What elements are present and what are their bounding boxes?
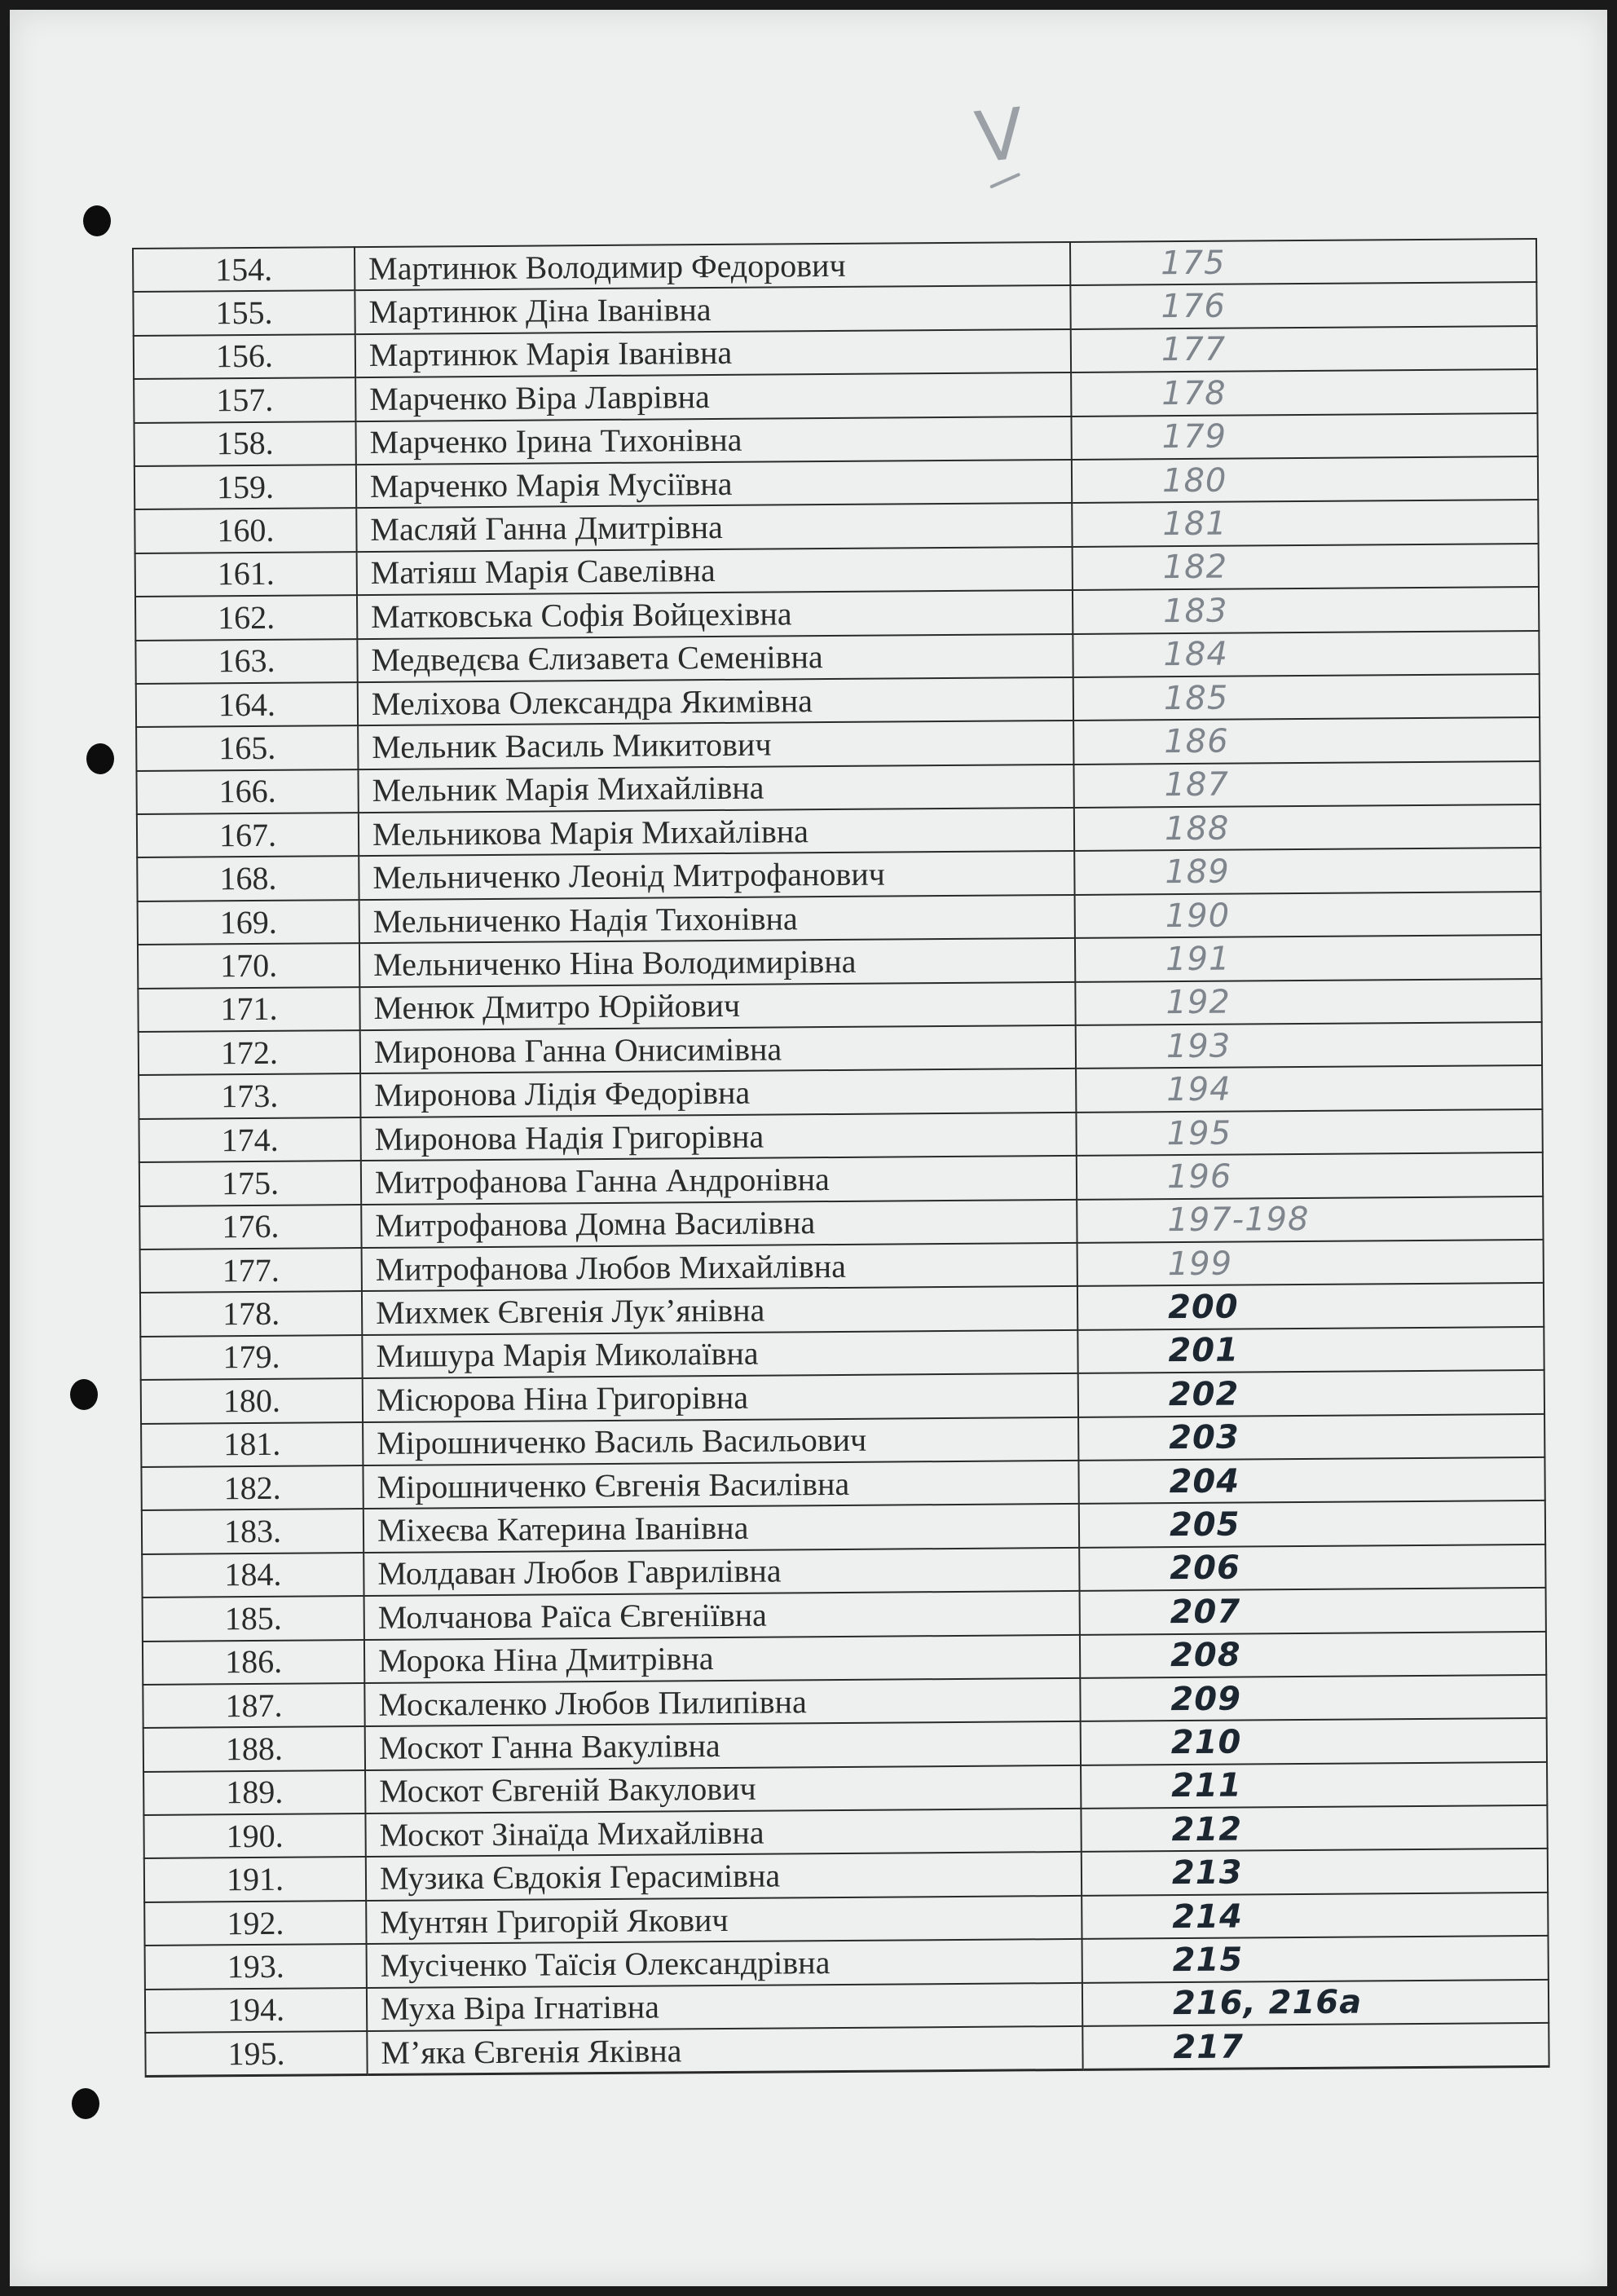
handwritten-page-number: 199 <box>1077 1240 1544 1286</box>
person-name: Мельниченко Ніна Володимирівна <box>359 938 1075 987</box>
person-name: Матковська Софія Войцехівна <box>357 590 1073 639</box>
row-number: 171. <box>138 987 359 1032</box>
row-number: 165. <box>136 725 358 770</box>
person-name: Мишура Марія Миколаївна <box>362 1330 1077 1379</box>
handwritten-page-number: 179 <box>1071 413 1537 460</box>
row-number: 186. <box>143 1640 364 1685</box>
person-name: Мірошниченко Євгенія Василівна <box>363 1461 1078 1509</box>
person-name: Мартинюк Марія Іванівна <box>355 329 1071 378</box>
person-name: Митрофанова Любов Михайлівна <box>362 1243 1077 1292</box>
handwritten-page-number: 191 <box>1075 935 1541 981</box>
handwritten-page-number: 208 <box>1080 1631 1546 1677</box>
row-number: 172. <box>139 1030 360 1075</box>
row-number: 170. <box>138 943 359 988</box>
row-number: 161. <box>135 552 357 597</box>
person-name: Марченко Віра Лаврівна <box>355 372 1071 421</box>
handwritten-page-number: 183 <box>1073 587 1539 633</box>
handwritten-page-number: 186 <box>1073 717 1540 764</box>
row-number: 189. <box>143 1770 365 1815</box>
person-name: Морока Ніна Дмитрівна <box>364 1634 1080 1683</box>
registry-table-body <box>133 239 1549 2077</box>
row-number: 159. <box>134 465 356 509</box>
row-number: 166. <box>136 769 358 814</box>
person-name: Менюк Дмитро Юрійович <box>359 982 1075 1031</box>
handwritten-page-number: 206 <box>1079 1545 1545 1591</box>
row-number: 188. <box>143 1726 365 1771</box>
handwritten-page-number: 182 <box>1073 544 1539 590</box>
handwritten-page-number: 210 <box>1081 1718 1547 1765</box>
person-name: М’яка Євгенія Яківна <box>367 2026 1082 2075</box>
person-name: Місюрова Ніна Григорівна <box>363 1373 1078 1422</box>
row-number: 173. <box>139 1073 360 1118</box>
row-number: 179. <box>140 1335 362 1380</box>
person-name: Молчанова Раїса Євгеніївна <box>364 1591 1080 1640</box>
pencil-check-mark: V <box>967 89 1033 192</box>
handwritten-page-number: 195 <box>1076 1109 1542 1156</box>
handwritten-page-number: 187 <box>1073 761 1540 808</box>
handwritten-page-number: 213 <box>1082 1849 1548 1895</box>
person-name: Мельниченко Леонід Митрофанович <box>359 851 1074 900</box>
row-number: 181. <box>141 1422 363 1467</box>
row-number: 192. <box>144 1901 366 1946</box>
handwritten-page-number: 189 <box>1074 848 1540 894</box>
row-number: 154. <box>133 247 355 292</box>
person-name: Митрофанова Домна Василівна <box>361 1200 1077 1249</box>
row-number: 193. <box>145 1944 367 1989</box>
handwritten-page-number: 177 <box>1071 326 1537 372</box>
handwritten-page-number: 180 <box>1072 456 1538 503</box>
person-name: Мартинюк Діна Іванівна <box>355 285 1070 334</box>
handwritten-page-number: 192 <box>1075 979 1541 1025</box>
handwritten-page-number: 215 <box>1082 1936 1549 1982</box>
person-name: Меліхова Олександра Якимівна <box>358 677 1073 726</box>
person-name: Москаленко Любов Пилипівна <box>364 1678 1080 1727</box>
person-name: Мусіченко Таїсія Олександрівна <box>367 1939 1082 1988</box>
row-number: 156. <box>134 334 355 379</box>
handwritten-page-number: 193 <box>1076 1022 1542 1069</box>
person-name: Михмек Євгенія Лук’янівна <box>362 1286 1077 1335</box>
handwritten-page-number: 205 <box>1079 1501 1545 1547</box>
person-name: Мірошниченко Василь Васильович <box>363 1417 1078 1465</box>
handwritten-page-number: 197-198 <box>1077 1196 1543 1243</box>
handwritten-page-number: 204 <box>1078 1457 1544 1504</box>
row-number: 175. <box>139 1161 361 1205</box>
row-number: 190. <box>143 1813 365 1858</box>
person-name: Москот Зінаїда Михайлівна <box>365 1809 1081 1858</box>
row-number: 184. <box>142 1553 363 1598</box>
handwritten-page-number: 178 <box>1071 369 1537 416</box>
row-number: 157. <box>134 377 355 422</box>
person-name: Молдаван Любов Гаврилівна <box>363 1548 1079 1597</box>
handwritten-page-number: 175 <box>1070 239 1536 285</box>
row-number: 176. <box>139 1205 361 1249</box>
row-number: 160. <box>134 508 356 553</box>
row-number: 174. <box>139 1117 360 1162</box>
handwritten-page-number: 196 <box>1077 1152 1543 1199</box>
document-page <box>10 10 1607 2286</box>
row-number: 168. <box>137 857 359 901</box>
handwritten-page-number: 212 <box>1081 1805 1547 1852</box>
person-name: Міхеєва Катерина Іванівна <box>363 1504 1079 1553</box>
handwritten-page-number: 181 <box>1072 500 1538 546</box>
row-number: 178. <box>140 1291 362 1336</box>
person-name: Мартинюк Володимир Федорович <box>355 242 1070 291</box>
row-number: 183. <box>142 1509 363 1553</box>
person-name: Москот Ганна Вакулівна <box>365 1721 1081 1770</box>
table-row <box>145 2023 1549 2077</box>
handwritten-page-number: 211 <box>1081 1762 1547 1809</box>
row-number: 164. <box>136 682 358 727</box>
row-number: 163. <box>135 639 357 684</box>
handwritten-page-number: 217 <box>1082 2023 1549 2070</box>
handwritten-page-number: 209 <box>1080 1675 1546 1721</box>
row-number: 180. <box>141 1378 363 1423</box>
person-name: Матіяш Марія Савелівна <box>357 547 1073 596</box>
person-name: Миронова Надія Григорівна <box>360 1113 1076 1161</box>
handwritten-page-number: 216, 216а <box>1082 1980 1549 2026</box>
person-name: Марченко Марія Мусіївна <box>356 460 1072 509</box>
handwritten-page-number: 200 <box>1077 1283 1544 1329</box>
person-name: Марченко Ірина Тихонівна <box>355 416 1071 465</box>
handwritten-page-number: 203 <box>1078 1413 1544 1460</box>
person-name: Миронова Лідія Федорівна <box>360 1069 1076 1117</box>
person-name: Мунтян Григорій Якович <box>366 1896 1082 1945</box>
row-number: 177. <box>140 1248 362 1293</box>
row-number: 185. <box>143 1596 364 1641</box>
punch-hole <box>70 1379 98 1410</box>
punch-hole <box>72 2088 99 2119</box>
row-number: 167. <box>137 813 359 857</box>
row-number: 158. <box>134 421 355 466</box>
handwritten-page-number: 214 <box>1082 1893 1548 1939</box>
row-number: 195. <box>145 2031 367 2077</box>
person-name: Мельникова Марія Михайлівна <box>359 808 1074 857</box>
row-number: 162. <box>135 595 357 640</box>
handwritten-page-number: 190 <box>1075 892 1541 938</box>
person-name: Митрофанова Ганна Андронівна <box>361 1156 1077 1205</box>
person-name: Масляй Ганна Дмитрівна <box>356 503 1072 552</box>
handwritten-page-number: 188 <box>1074 804 1540 851</box>
row-number: 194. <box>145 1988 367 2033</box>
registry-table <box>132 238 1550 2078</box>
person-name: Мельник Марія Михайлівна <box>358 765 1073 813</box>
handwritten-page-number: 207 <box>1080 1588 1546 1634</box>
handwritten-page-number: 176 <box>1070 282 1536 328</box>
row-number: 187. <box>143 1683 364 1728</box>
handwritten-page-number: 201 <box>1077 1327 1544 1373</box>
handwritten-page-number: 185 <box>1073 674 1540 721</box>
person-name: Мельниченко Надія Тихонівна <box>359 895 1075 944</box>
handwritten-page-number: 202 <box>1078 1370 1544 1417</box>
row-number: 169. <box>138 900 359 945</box>
person-name: Москот Євгеній Вакулович <box>365 1765 1081 1814</box>
person-name: Музика Євдокія Герасимівна <box>366 1852 1082 1901</box>
person-name: Медведєва Єлизавета Семенівна <box>357 633 1073 682</box>
row-number: 182. <box>141 1465 363 1510</box>
handwritten-page-number: 194 <box>1076 1065 1542 1112</box>
row-number: 191. <box>144 1857 366 1902</box>
person-name: Мельник Василь Микитович <box>358 721 1073 769</box>
person-name: Миронова Ганна Онисимівна <box>360 1025 1076 1074</box>
punch-hole <box>86 743 114 774</box>
row-number: 155. <box>133 290 355 335</box>
punch-hole <box>83 205 111 236</box>
person-name: Муха Віра Ігнатівна <box>367 1983 1082 2032</box>
handwritten-page-number: 184 <box>1073 630 1539 676</box>
